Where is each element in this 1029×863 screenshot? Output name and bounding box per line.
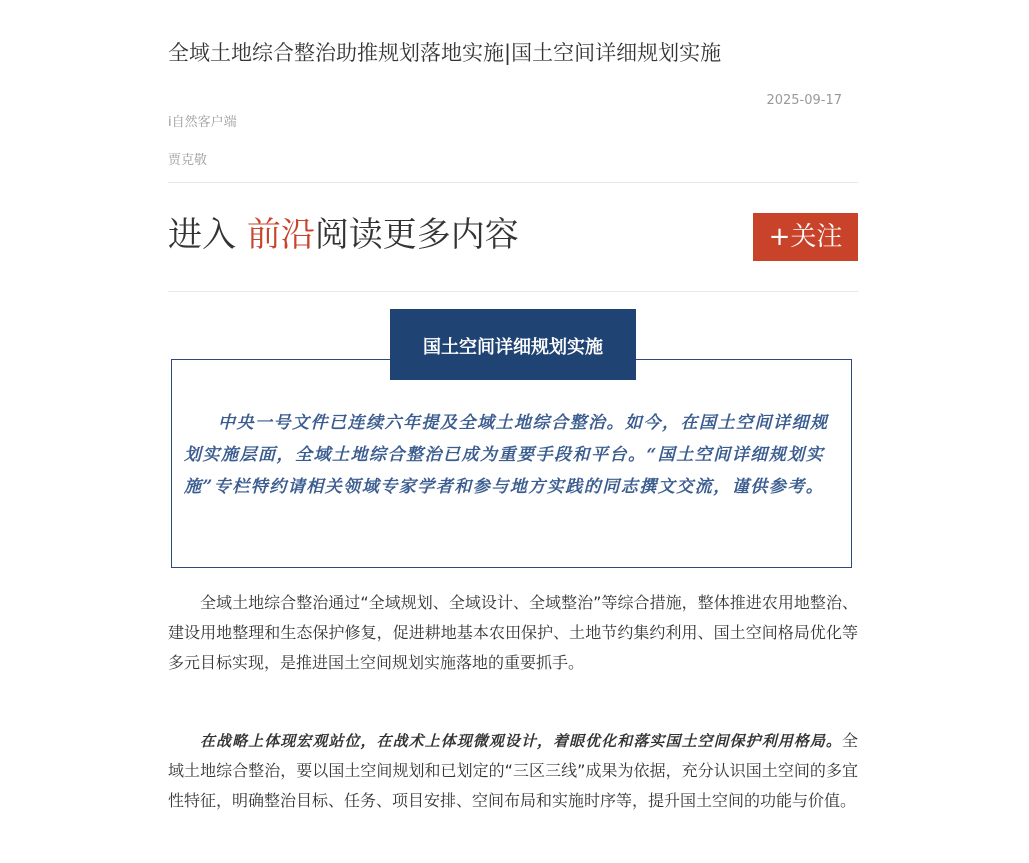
- divider: [168, 182, 858, 183]
- follow-button[interactable]: +关注: [753, 213, 858, 261]
- article-author: 贾克敬: [168, 153, 208, 168]
- article-title: 全域土地综合整治助推规划落地实施|国土空间详细规划实施: [168, 41, 722, 65]
- publish-date: 2025-09-17: [766, 93, 842, 108]
- promo-banner[interactable]: [168, 213, 519, 257]
- promo-text-after: 阅读更多内容: [314, 215, 519, 255]
- body-paragraph: 全域土地综合整治通过“全域规划、全域设计、全域整治”等综合措施，整体推进农用地整治、建设用地整理和生态保护修复，促进耕地基本农田保护、土地节约集约利用、国土空间格局优化等多元目标实现，是推进国土空间规划实施落地的重要抓手。: [168, 593, 858, 672]
- paragraph-lead: 在战略上体现宏观站位，在战术上体现微观设计，着眼优化和落实国土空间保护利用格局。: [200, 732, 842, 750]
- column-intro-text: 中央一号文件已连续六年提及全域土地综合整治。如今，在国土空间详细规划实施层面，全域土地综合整治已成为重要手段和平台。“国土空间详细规划实施”专栏特约请相关领域专家学者和参与地方实践的同志撰文交流，谨供参考。: [184, 413, 829, 497]
- article-source[interactable]: i自然客户端: [168, 115, 237, 130]
- promo-text-accent: 前沿: [246, 215, 315, 255]
- body-paragraph: [168, 726, 858, 816]
- column-header: 国土空间详细规划实施: [390, 309, 636, 380]
- divider: [168, 291, 858, 292]
- promo-text-before: 进入: [168, 215, 247, 255]
- paragraph-text: 全域土地综合整治，要以国土空间规划和已划定的“三区三线”成果为依据，充分认识国土空间的多宜性特征，明确整治目标、任务、项目安排、空间布局和实施时序等，提升国土空间的功能与价值。: [168, 731, 858, 810]
